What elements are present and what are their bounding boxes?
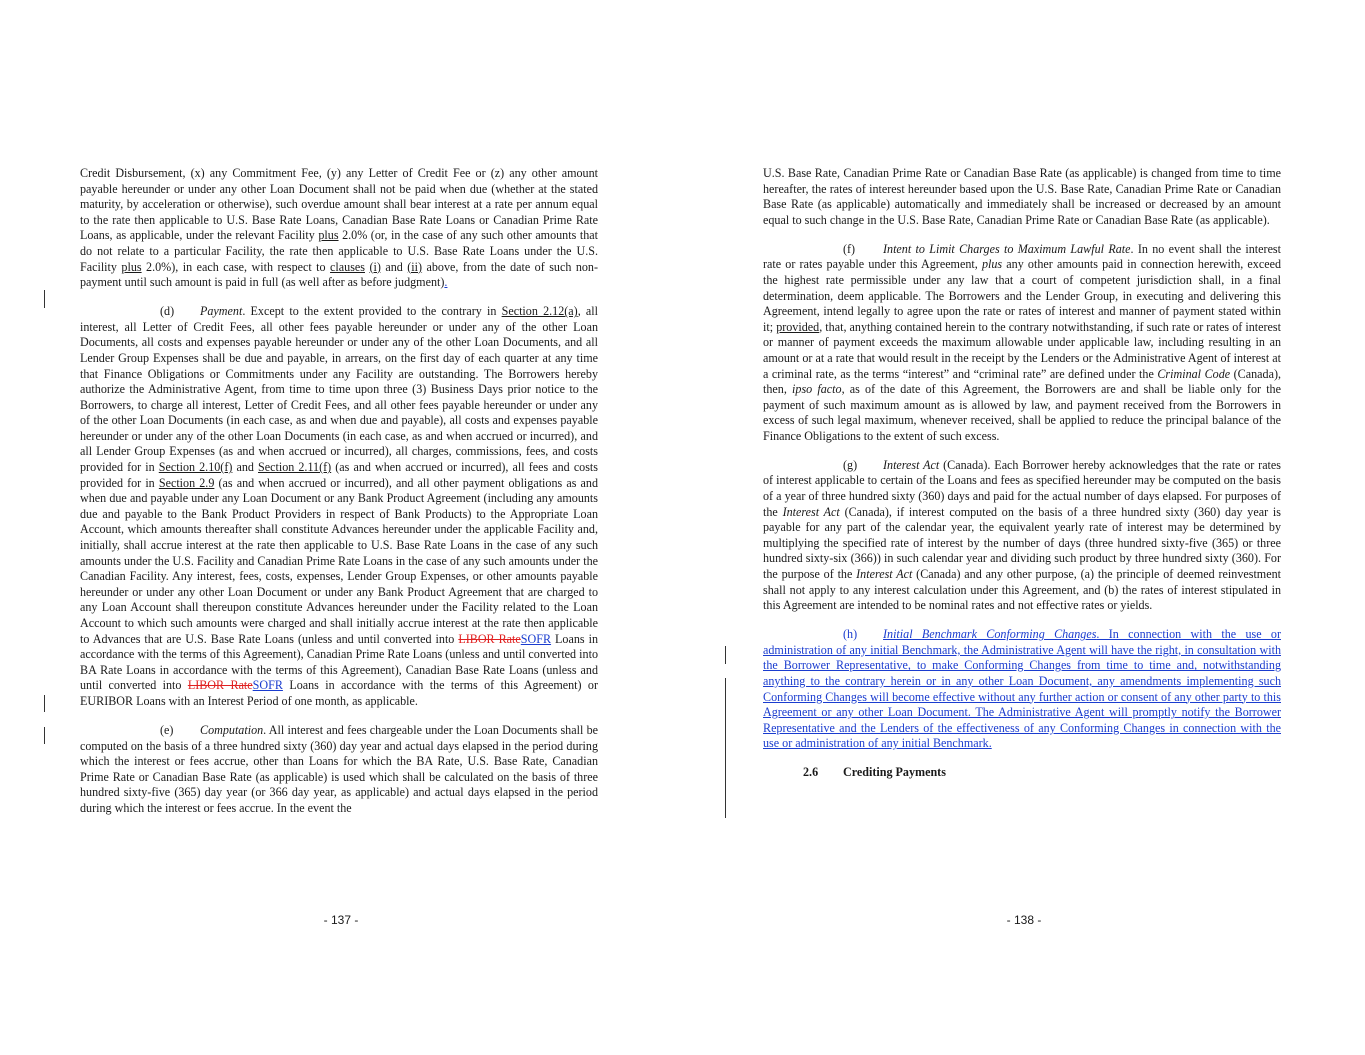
- change-bar: [44, 290, 45, 308]
- paragraph-e-computation: (e) Computation. All interest and fees chargeable under the Loan Documents shall be computed on the basis of a three hundred sixty (360) day year and actual days elapsed in the period during which the interest or fees accrue, other than Loans for which the BA Rate, U.S. Base Rate, Canadian Prime Rate or Canadian Base Rate (as applicable) is used which shall be calculated on the basis of three hundred sixty-five (365) day year (or 366 day year, as applicable) and actual days elapsed in the period during which the interest or fees accrue. In the event the: [80, 722, 598, 815]
- paragraph-continuation: U.S. Base Rate, Canadian Prime Rate or Canadian Base Rate (as applicable) is changed from time to time hereafter, the rates of interest hereunder based upon the U.S. Base Rate, Canadian Prime Rate or Canadian Base Rate (as applicable) automatically and immediately shall be increased or decreased by an amount equal to such change in the U.S. Base Rate, Canadian Prime Rate or Canadian Base Rate (as applicable).: [763, 166, 1281, 227]
- change-bar: [44, 695, 45, 712]
- change-bar: [44, 727, 45, 744]
- change-bar: [725, 646, 726, 664]
- paragraph-d-payment: (d) Payment. Except to the extent provided to the contrary in Section 2.12(a), all interest, all Letter of Credit Fees, all other fees payable hereunder or under any of the other Loan Documents, all costs and expenses payable hereunder or under any of the other Loan Documents, and all Lender Group Expenses shall be due and payable, in arrears, on the first day of each quarter at any time that Finance Obligations or Commitments under any Facility are outstanding. The Borrowers hereby authorize the Administrative Agent, from time to time upon three (3) Business Days prior notice to the Borrowers, to charge all interest, Letter of Credit Fees, and all other fees payable hereunder or under any of the other Loan Documents (in each case, as and when due and payable), all costs and expenses payable hereunder or under any of the other Loan Documents (in each case, as and when accrued or incurred), and all Lender Group Expenses (as and when accrued or incurred), all charges, commissions, fees, and costs provided for in Section 2.10(f) and Section 2.11(f) (as and when accrued or incurred), all fees and costs provided for in Section 2.9 (as and when accrued or incurred), and all other payment obligations as and when due and payable under any Loan Document or any Bank Product Agreement (including any amounts due and payable to the Bank Product Providers in respect of Bank Products) to the Appropriate Loan Account, which amounts thereafter shall constitute Advances hereunder under the applicable Facility and, initially, shall accrue interest at the rate then applicable to U.S. Base Rate Loans in the case of any such amounts under the U.S. Facility and Canadian Prime Rate Loans in the case of any such amounts under the Canadian Facility. Any interest, fees, costs, expenses, Lender Group Expenses, or other amounts payable hereunder or under any other Loan Document or under any Bank Product Agreement that are charged to any Loan Account shall thereupon constitute Advances hereunder under the Facility related to the Loan Account to which such amounts were charged and shall initially accrue interest at the rate then applicable to Advances that are U.S. Base Rate Loans (unless and until converted into LIBOR RateSOFR Loans in accordance with the terms of this Agreement), Canadian Prime Rate Loans (unless and until converted into BA Rate Loans in accordance with the terms of this Agreement), Canadian Base Rate Loans (unless and until converted into LIBOR RateSOFR Loans in accordance with the terms of this Agreement) or EURIBOR Loans with an Interest Period of one month, as applicable.: [80, 304, 599, 708]
- inserted-text: SOFR: [252, 678, 283, 693]
- paragraph-continuation: Credit Disbursement, (x) any Commitment Fee, (y) any Letter of Credit Fee or (z) any other amount payable hereunder or under any other Loan Document shall not be paid when due (whether at the stated maturity, by acceleration or otherwise), such overdue amount shall bear interest at a rate per annum equal to the rate then applicable to U.S. Base Rate Loans, Canadian Base Rate Loans or Canadian Prime Rate Loans, as applicable, under the relevant Facility plus 2.0% (or, in the case of any such other amounts that do not relate to a particular Facility, the rate then applicable to U.S. Base Rate Loans under the U.S. Facility plus 2.0%), in each case, with respect to clauses (i) and (ii) above, from the date of such non-payment until such amount is paid in full (as well after as before judgment).: [80, 166, 598, 290]
- section-heading: 2.6 Crediting Payments: [803, 765, 946, 780]
- inserted-text: SOFR: [520, 631, 552, 646]
- page-number: - 137 -: [323, 913, 359, 927]
- page-137-body: [80, 166, 598, 830]
- paragraph-h-inserted: (h) Initial Benchmark Conforming Changes. In connection with the use or administration of any initial Benchmark, the Administrative Agent will have the right, in consultation with the Borrower Representative, to make Conforming Changes from time to time and, notwithstanding anything to the contrary herein or in any other Loan Document, any amendments implementing such Conforming Changes will become effective without any further action or consent of any other party to this Agreement or any other Loan Document. The Administrative Agent will promptly notify the Borrower Representative and the Lenders of the effectiveness of any Conforming Changes in connection with the use or administration of any initial Benchmark.: [763, 627, 1281, 751]
- page-number: - 138 -: [1006, 913, 1042, 927]
- deleted-text: LIBOR Rate: [187, 678, 253, 693]
- paragraph-g-interest-act: (g) Interest Act (Canada). Each Borrower hereby acknowledges that the rate or rates of interest applicable to certain of the Loans and fees as specified hereunder may be computed on the basis of a year of three hundred sixty (360) days and paid for the actual number of days elapsed. For purposes of the Interest Act (Canada), if interest computed on the basis of a three hundred sixty (360) day year is payable for any part of the calendar year, the equivalent yearly rate of interest may be determined by multiplying the specified rate of interest by the number of days (three hundred sixty-five (365) or three hundred sixty-six (366)) in such calendar year and dividing such product by three hundred sixty (360). For the purpose of the Interest Act (Canada) and any other purpose, (a) the principle of deemed reinvestment shall not apply to any interest calculation under this Agreement, and (b) the rates of interest stipulated in this Agreement are intended to be nominal rates and not effective rates or yields.: [763, 457, 1281, 613]
- deleted-text: LIBOR Rate: [458, 631, 521, 646]
- paragraph-f-lawful-rate: (f) Intent to Limit Charges to Maximum Lawful Rate. In no event shall the interest rate or rates payable under this Agreement, plus any other amounts paid in connection herewith, exceed the highest rate permissible under any law that a court of competent jurisdiction shall, in a final determination, deem applicable. The Borrowers and the Lender Group, in executing and delivering this Agreement, intend legally to agree upon the rate or rates of interest and manner of payment stated within it; provided, that, anything contained herein to the contrary notwithstanding, if such rate or rates of interest or manner of payment exceeds the maximum allowable under applicable law, including resulting in an amount or at a rate that would result in the receipt by the Lenders or the Administrative Agent of interest at a criminal rate, as the terms “interest” and “criminal rate” are defined under the Criminal Code (Canada), then, ipso facto, as of the date of this Agreement, the Borrowers are and shall be liable only for the payment of such maximum amount as is allowed by law, and payment received from the Borrowers in excess of such legal maximum, whenever received, shall be applied to reduce the principal balance of the Finance Obligations to the extent of such excess.: [763, 241, 1281, 443]
- document-page-137: [0, 0, 682, 1055]
- document-page-138: [683, 0, 1365, 1055]
- change-bar: [725, 678, 726, 818]
- page-138-body: [763, 166, 1281, 781]
